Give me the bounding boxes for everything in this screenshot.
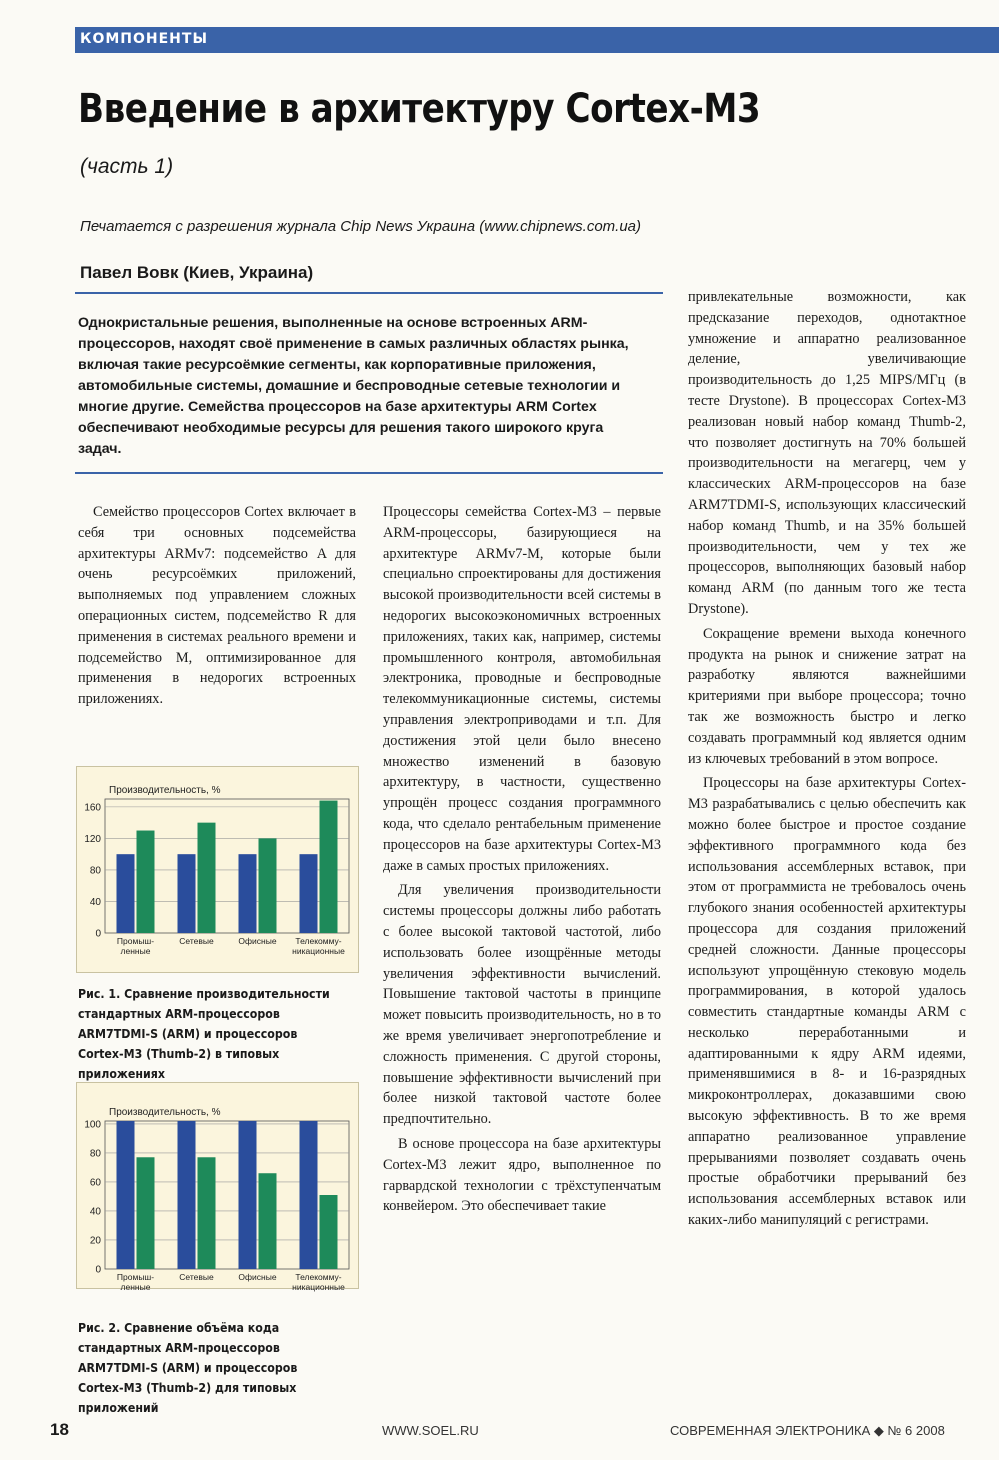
column-2	[383, 502, 661, 1221]
column-1	[78, 502, 356, 714]
section-label: КОМПОНЕНТЫ	[80, 31, 208, 47]
x-tick-label: Офисные	[238, 936, 277, 946]
bar	[178, 1121, 196, 1269]
bar	[137, 831, 155, 933]
y-tick-label: 100	[84, 1119, 101, 1131]
author-line: Павел Вовк (Киев, Украина)	[80, 263, 314, 282]
x-tick-label: Офисные	[238, 1272, 277, 1282]
permission-note: Печатается с разрешения журнала Chip News Украина (www.chipnews.com.ua)	[80, 218, 642, 235]
figure-1	[76, 766, 359, 973]
y-tick-label: 80	[89, 1148, 101, 1160]
lead-top-rule	[75, 292, 663, 294]
bar	[137, 1157, 155, 1269]
x-tick-label: Промыш-	[116, 1272, 155, 1282]
bar	[117, 854, 135, 933]
footer-url: WWW.SOEL.RU	[382, 1423, 479, 1438]
x-tick-label: Телекомму-	[295, 936, 342, 946]
bar	[320, 801, 338, 933]
bar	[300, 854, 318, 933]
y-tick-label: 160	[84, 802, 101, 814]
y-tick-label: 0	[95, 928, 101, 940]
bar	[198, 823, 216, 933]
paragraph: Процессоры семейства Cortex-M3 – первые ARM-процессоры, базирующиеся на архитектуре ARMv7-M, которые были специально спроектированы для достижения высокой производительности всей системы в недорогих высокоэкономичных встроенных приложениях, таких как, например, системы промышленного контроля, автомобильная электроника, проводные и беспроводные телекоммуникационные системы, системы управления электроприводами и т.п. Для достижения этой цели было внесено множество изменений в базовую архитектуру, в частности, существенно упрощён процесс создания программного кода, что сделало рентабельным применение процессоров на базе архитектуры Cortex-M3 даже в самых простых приложениях.	[383, 504, 661, 874]
x-tick-label: Телекомму-	[295, 1272, 342, 1282]
section-header-bar	[75, 27, 999, 53]
x-tick-label: Сетевые	[179, 1272, 214, 1282]
paragraph: Для увеличения производительности системы процессоры должны либо работать с более высокой тактовой частотой, либо использовать более изощрённые методы увеличения эффективности вычислений. Повышение тактовой частоты в принципе может повысить производительность, но в то же время увеличивает энергопотребление и сложность применения. С другой стороны, повышение эффективности вычислений при более низкой тактовой частоте более предпочтительно.	[383, 882, 661, 1128]
column-3	[688, 287, 966, 1235]
article-subtitle: (часть 1)	[80, 155, 174, 178]
bar	[239, 1121, 257, 1269]
paragraph: В основе процессора на базе архитектуры Cortex-M3 лежит ядро, выполненное по гарвардской технологии с трёхступенчатым конвейером. Это обеспечивает такие	[383, 1135, 661, 1215]
y-tick-label: 40	[89, 896, 101, 908]
paragraph: Сокращение времени выхода конечного продукта на рынок и снижение затрат на разработку являются важнейшими критериями при выборе процессора; точно так же возможность быстро и легко создавать программный код является одним из ключевых требований в этом вопросе.	[688, 625, 966, 767]
bar	[117, 1121, 135, 1269]
y-tick-label: 80	[89, 865, 101, 877]
bar	[259, 1173, 277, 1269]
paragraph: Процессоры на базе архитектуры Cortex-M3 разрабатывались с целью обеспечить как можно более быстрое и простое создание эффективного программного кода без использования ассемблерных вставок, при этом от программиста не требовалось очень глубокого знания особенностей архитектуры процессора для создания приложений средней сложности. Данные процессоры используют упрощённую стековую модель программирования, в которой удалось совместить стандартные команды ARM с несколько переработанными и адаптированными к ядру ARM идеями, применявшимися в 8- и 16-разрядных микроконтроллерах, доказавшими свою высокую эффективность. В то же время аппаратно реализованное управление прерываниями позволяет создавать очень простые обработчики прерываний без использования ассемблерных вставок или каких-либо манипуляций с регистрами.	[688, 775, 966, 1229]
figure-2-caption: Рис. 2. Сравнение объёма кода стандартных ARM-процессоров ARM7TDMI-S (ARM) и процессоров Cortex-M3 (Thumb-2) для типовых приложений	[78, 1321, 298, 1415]
chart-title: Производительность, %	[109, 1107, 221, 1118]
figure-2-chart	[77, 1083, 358, 1298]
bar	[320, 1195, 338, 1269]
bar	[178, 854, 196, 933]
y-tick-label: 0	[95, 1264, 101, 1276]
x-tick-label: никационные	[292, 1282, 345, 1292]
article-title: Введение в архитектуру Cortex-M3	[78, 86, 761, 132]
figure-2	[76, 1082, 359, 1292]
x-tick-label: ленные	[120, 946, 151, 956]
x-tick-label: никационные	[292, 946, 345, 956]
bar	[300, 1121, 318, 1269]
y-tick-label: 40	[89, 1206, 101, 1218]
lead-paragraph: Однокристальные решения, выполненные на основе встроенных ARM-процессоров, находят своё применение в самых различных областях рынка, включая такие ресурсоёмкие сегменты, как корпоративные приложения, автомобильные системы, домашние и беспроводные сетевые технологии и многие другие. Семейства процессоров на базе архитектуры ARM Cortex обеспечивают необходимые ресурсы для решения такого широкого круга задач.	[78, 315, 629, 457]
y-tick-label: 120	[84, 833, 101, 845]
y-tick-label: 20	[89, 1235, 101, 1247]
lead-bottom-rule	[75, 472, 663, 474]
x-tick-label: ленные	[120, 1282, 151, 1292]
figure-1-chart	[77, 767, 358, 972]
footer-journal: СОВРЕМЕННАЯ ЭЛЕКТРОНИКА ◆ № 6 2008	[670, 1423, 945, 1438]
paragraph: привлекательные возможности, как предсказание переходов, однотактное умножение и аппаратно реализованное деление, увеличивающие производительность до 1,25 MIPS/МГц (в тесте Drystone). В процессорах Cortex-M3 реализован новый набор команд Thumb-2, что позволяет достигнуть на 70% большей производительности на мегагерц, чем у классических ARM-процессоров на базе ARM7TDMI-S, использующих классический набор команд Thumb, и на 35% большей производительности, чем у тех же процессоров, выполняющих базовый набор команд ARM (по данным того же теста Drystone).	[688, 289, 966, 617]
y-tick-label: 60	[89, 1177, 101, 1189]
chart-title: Производительность, %	[109, 785, 221, 796]
paragraph: Семейство процессоров Cortex включает в себя три основных подсемейства архитектуры ARMv7: подсемейство A для очень ресурсоёмких приложений, выполняемых под управлением сложных операционных систем, подсемейство R для применения в системах реального времени и подсемейство M, оптимизированное для применения в недорогих встроенных приложениях.	[78, 504, 356, 708]
bar	[239, 854, 257, 933]
bar	[259, 838, 277, 933]
x-tick-label: Промыш-	[116, 936, 155, 946]
figure-1-caption: Рис. 1. Сравнение производительности стандартных ARM-процессоров ARM7TDMI-S (ARM) и процессоров Cortex-M3 (Thumb-2) в типовых приложениях	[78, 987, 330, 1081]
page-number: 18	[50, 1420, 69, 1439]
bar	[198, 1157, 216, 1269]
x-tick-label: Сетевые	[179, 936, 214, 946]
